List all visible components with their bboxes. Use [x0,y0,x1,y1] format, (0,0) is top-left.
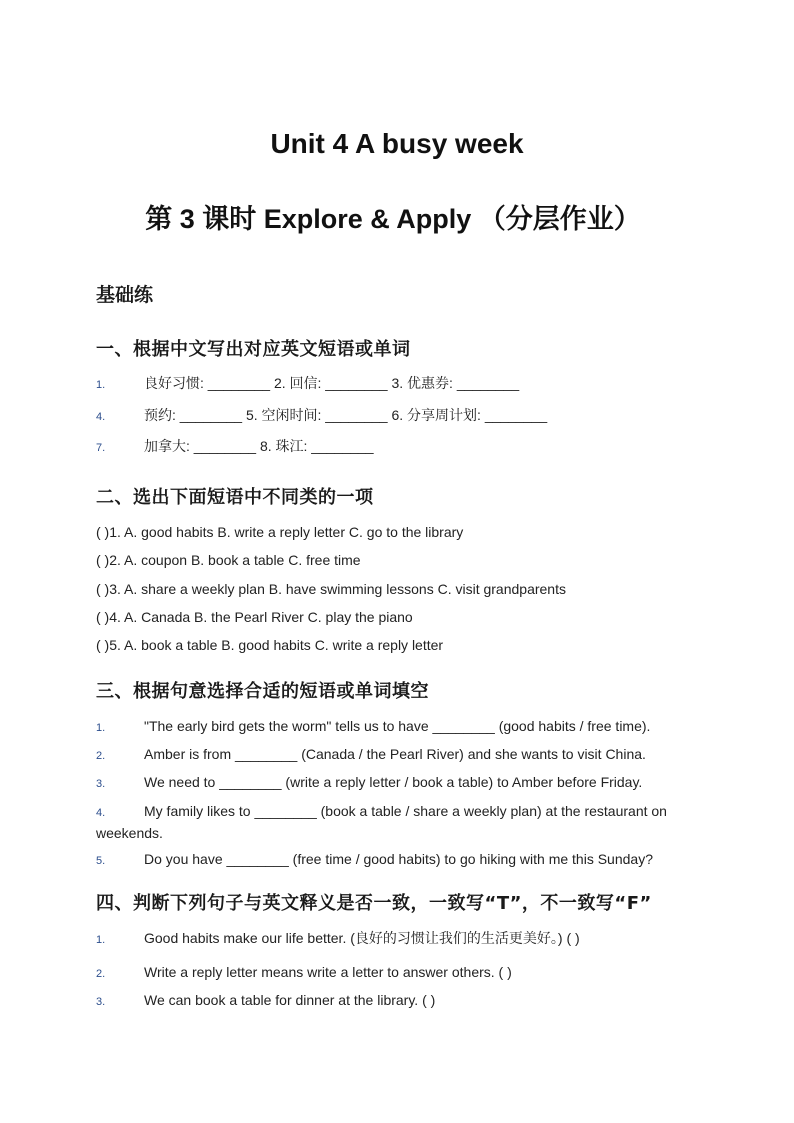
item-number: 1. [96,379,106,391]
list-item: ( )5. A. book a table B. good habits C. write a reply letter [96,637,444,653]
list-item: ( )3. A. share a weekly plan B. have swimming lessons C. visit grandparents [96,581,566,597]
list-item [96,801,696,843]
item-text: Amber is from ________ (Canada / the Pearl River) and she wants to visit China. [144,746,646,762]
lesson-subtitle: 第 3 课时 Explore & Apply （分层作业） [145,204,641,234]
list-item [96,772,696,794]
section-4-heading: 四、判断下列句子与英文释义是否一致，一致写“T”，不一致写“F” [96,893,652,914]
list-item [96,716,696,738]
item-text: Write a reply letter means write a letter to answer others. ( ) [144,964,512,980]
list-item [96,962,696,984]
section-2-heading: 二、选出下面短语中不同类的一项 [96,487,374,508]
item-number: 4. [96,807,106,819]
item-text: 良好习惯: ________ 2. 回信: ________ 3. 优惠券: ________ [144,375,520,391]
item-text: 加拿大: ________ 8. 珠江: ________ [144,438,374,454]
item-number: 7. [96,442,106,454]
level-heading: 基础练 [96,284,154,306]
section-3-heading: 三、根据句意选择合适的短语或单词填空 [96,681,429,702]
item-text: My family likes to ________ (book a table / share a weekly plan) at the restaurant on [144,803,667,819]
list-item [96,928,696,950]
item-number: 1. [96,934,106,946]
list-item: ( )1. A. good habits B. write a reply letter C. go to the library [96,524,464,540]
page-title: Unit 4 A busy week [270,128,524,159]
item-text: "The early bird gets the worm" tells us to have ________ (good habits / free time). [144,718,651,734]
list-item: ( )4. A. Canada B. the Pearl River C. play the piano [96,609,413,625]
list-item [96,436,696,458]
item-text: We need to ________ (write a reply letter / book a table) to Amber before Friday. [144,774,643,790]
item-text: 预约: ________ 5. 空闲时间: ________ 6. 分享周计划: ________ [144,407,548,423]
item-number: 2. [96,968,106,980]
item-text-continued: weekends. [96,825,163,841]
item-text: Good habits make our life better. (良好的习惯让我们的生活更美好。) ( ) [144,930,580,946]
list-item: ( )2. A. coupon B. book a table C. free time [96,552,361,568]
list-item [96,373,696,395]
item-number: 5. [96,855,106,867]
item-number: 3. [96,996,106,1008]
item-number: 2. [96,750,106,762]
item-number: 3. [96,778,106,790]
section-1-heading: 一、根据中文写出对应英文短语或单词 [96,339,411,360]
item-text: We can book a table for dinner at the library. ( ) [144,992,436,1008]
item-number: 4. [96,411,106,423]
list-item [96,744,696,766]
item-text: Do you have ________ (free time / good habits) to go hiking with me this Sunday? [144,851,653,867]
list-item [96,990,696,1012]
list-item [96,405,696,427]
item-number: 1. [96,722,106,734]
list-item [96,849,696,871]
